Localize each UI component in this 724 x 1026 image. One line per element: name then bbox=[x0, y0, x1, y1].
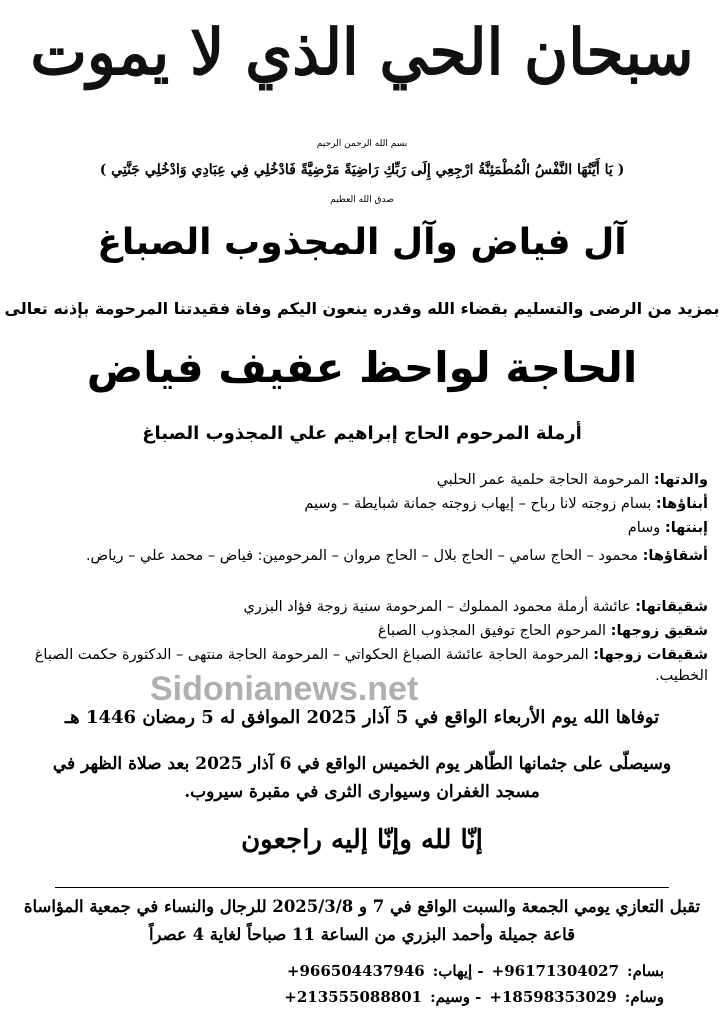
relative-sisters bbox=[16, 597, 708, 618]
phone-number[interactable]: +966504437946 bbox=[286, 962, 425, 980]
relative-value: المرحومة الحاجة حلمية عمر الحلبي bbox=[436, 472, 650, 488]
quran-verse: ( يَا أَيَّتُهَا النَّفْسُ الْمُطْمَئِنَّةُ ارْجِعِي إِلَى رَبِّكِ رَاضِيَةً مَرْضِيَّةً فَادْخُلِي فِي عِبَادِي وَادْخُلِي جَنَّتِي ) bbox=[99, 162, 625, 178]
contact-label: بسام: bbox=[627, 962, 664, 980]
relative-daughter bbox=[16, 518, 708, 539]
site-watermark: Sidonianews.net bbox=[150, 670, 419, 708]
inna-lillah: إنّا لله وإنّا إليه راجعون bbox=[241, 825, 483, 855]
phone-number[interactable]: +213555088801 bbox=[284, 988, 423, 1006]
contact-row bbox=[60, 984, 664, 1010]
family-names: آل فياض وآل المجذوب الصباغ bbox=[97, 222, 627, 263]
contact-label: - إيهاب: bbox=[432, 962, 484, 980]
relative-label: أبناؤها: bbox=[655, 496, 708, 512]
funeral-prayer: وسيصلّى على جثمانها الطّاهر يوم الخميس الواقع في 6 آذار 2025 بعد صلاة الظهر في مسجد الغفران وسيوارى الثرى في مقبرة سيروب. bbox=[52, 754, 672, 802]
contacts-block bbox=[60, 958, 664, 1010]
death-notice: توفاها الله يوم الأربعاء الواقع في 5 آذار 2025 الموافق له 5 رمضان 1446 هـ bbox=[64, 707, 660, 728]
relative-value: محمود – الحاج سامي – الحاج بلال – الحاج مروان – المرحومين: فياض – محمد علي – رياض. bbox=[85, 548, 638, 564]
relative-value: بسام زوجته لانا رباح – إيهاب زوجته جمانة شبايطة – وسيم bbox=[304, 496, 652, 512]
relative-husband-brother bbox=[16, 621, 708, 642]
condolences-info: تقبل التعازي يومي الجمعة والسبت الواقع في 7 و 2025/3/8 للرجال والنساء في جمعية المؤاساة قاعة جميلة وأحمد البزري من الساعة 11 صباحاً لغاية 4 عصراً bbox=[23, 897, 701, 944]
relative-brothers bbox=[16, 546, 708, 567]
relative-value: المرحوم الحاج توفيق المجذوب الصباغ bbox=[377, 623, 607, 639]
calligraphy-header: سبحان الحي الذي لا يموت bbox=[30, 16, 694, 90]
relative-value: المرحومة الحاجة عائشة الصباغ الحكواتي – المرحومة الحاجة منتهى – الدكتورة حكمت الصباغ الخطيب. bbox=[34, 647, 708, 684]
relative-sons bbox=[16, 494, 708, 515]
contact-label: - وسيم: bbox=[430, 988, 482, 1006]
relative-label: إبنتها: bbox=[664, 520, 708, 536]
relative-label: شقيق زوجها: bbox=[610, 623, 708, 639]
contact-label: وسام: bbox=[624, 988, 664, 1006]
relative-mother bbox=[16, 470, 708, 491]
contact-row bbox=[60, 958, 664, 984]
widow-of-line: أرملة المرحوم الحاج إبراهيم علي المجذوب الصباغ bbox=[142, 423, 582, 444]
relative-label: والدتها: bbox=[653, 472, 708, 488]
phone-number[interactable]: +96171304027 bbox=[491, 962, 620, 980]
intro-line: بمزيد من الرضى والتسليم بقضاء الله وقدره ينعون اليكم وفاة فقيدتنا المرحومة بإذنه تعالى bbox=[4, 299, 720, 318]
relative-label: أشقاؤها: bbox=[642, 548, 708, 564]
relative-value: وسام bbox=[627, 520, 661, 536]
relative-label: شقيقات زوجها: bbox=[593, 647, 708, 663]
divider-line bbox=[55, 887, 669, 888]
sadaq-line: صدق الله العظيم bbox=[330, 195, 394, 205]
phone-number[interactable]: +18598353029 bbox=[489, 988, 617, 1006]
relative-label: شقيقاتها: bbox=[635, 599, 708, 615]
relative-value: عائشة أرملة محمود المملوك – المرحومة سنية زوجة فؤاد البزري bbox=[243, 599, 631, 615]
basmala: بسم الله الرحمن الرحيم bbox=[316, 139, 408, 149]
deceased-name: الحاجة لواحظ عفيف فياض bbox=[86, 343, 638, 392]
